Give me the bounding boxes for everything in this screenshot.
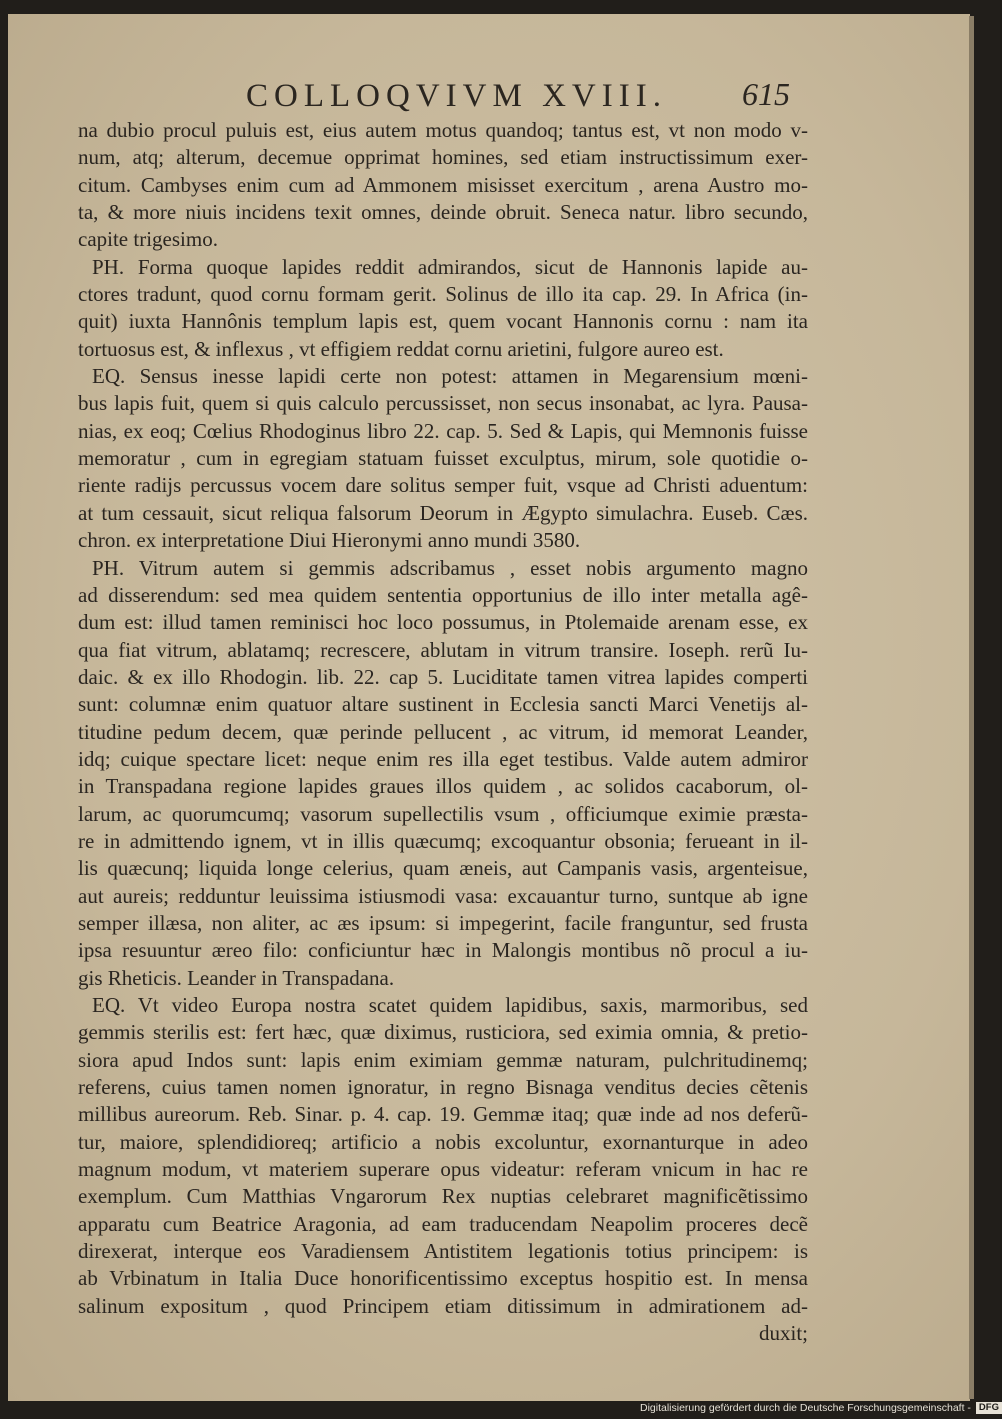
text-line: ta, & more niuis incidens texit omnes, deinde obruit. Seneca natur. libro secundo, — [78, 200, 808, 225]
text-line: capite trigesimo. — [78, 227, 218, 252]
running-head: COLLOQVIVM XVIII. — [246, 78, 667, 114]
text-line: re in admittendo ignem, vt in illis quæcumq; excoquantur obsonia; ferueant in il- — [78, 828, 808, 853]
text-line: bus lapis fuit, quem si quis calculo percussisset, non secus insonabat, ac lyra. Pausa- — [78, 391, 808, 416]
text-block — [78, 117, 808, 1347]
text-line: PH. Vitrum autem si gemmis adscribamus , esset nobis argumento magno — [92, 555, 808, 580]
text-line: lis quæcunq; liquida longe celerius, quam æneis, aut Campanis vasis, argenteisue, — [78, 856, 808, 881]
text-line: direxerat, interque eos Varadiensem Antistitem legationis totius principem: is — [78, 1239, 808, 1264]
text-line: larum, ac quorumcumq; vasorum supellectilis vsum , officiumque eximie præsta- — [78, 801, 808, 826]
text-line: quit) iuxta Hannônis templum lapis est, quem vocant Hannonis cornu : nam ita — [78, 309, 808, 334]
text-line: gis Rheticis. Leander in Transpadana. — [78, 965, 395, 990]
text-line: EQ. Vt video Europa nostra scatet quidem lapidibus, saxis, marmoribus, sed — [92, 993, 808, 1017]
text-line: qua fiat vitrum, ablatamq; recrescere, ablutam in vitrum transire. Ioseph. rerũ Iu- — [78, 637, 808, 662]
page-edge — [969, 16, 974, 1399]
text-line: na dubio procul puluis est, eius autem motus quandoq; tantus est, vt non modo v- — [78, 118, 808, 142]
text-line: ab Vrbinatum in Italia Duce honorificentissimo exceptus hospitio est. In mensa — [78, 1266, 808, 1291]
digitization-credit — [640, 1402, 999, 1418]
text-line: num, atq; alterum, decemue opprimat homines, sed etiam instructissimum exer- — [78, 145, 808, 170]
text-line: magnum modum, vt materiem superare opus videatur: referam vnicum in hac re — [78, 1157, 808, 1182]
credit-text: Digitalisierung gefördert durch die Deutsche Forschungsgemeinschaft - — [640, 1402, 971, 1414]
text-line: ipsa resuuntur æreo filo: conficiuntur hæc in Malongis montibus nõ procul a iu- — [78, 938, 808, 963]
text-line: semper illæsa, non aliter, ac æs ipsum: si impegerint, facile franguntur, sed frusta — [78, 910, 808, 935]
catchword: duxit; — [758, 1321, 808, 1346]
text-line: tur, maiore, splendidioreq; artificio a nobis excoluntur, exornanturque in adeo — [78, 1129, 808, 1154]
text-line: exemplum. Cum Matthias Vngarorum Rex nuptias celebraret magnificẽtissimo — [78, 1184, 808, 1209]
text-line: sunt: columnæ enim quatuor altare sustinent in Ecclesia sancti Marci Venetijs al- — [78, 692, 808, 717]
text-line: in Transpadana regione lapides graues illos quidem , ac solidos cacaborum, ol- — [78, 774, 808, 799]
text-line: apparatu cum Beatrice Aragonia, ad eam traducendam Neapolim proceres decẽ — [78, 1211, 808, 1236]
page-number: 615 — [742, 76, 790, 112]
text-line: citum. Cambyses enim cum ad Ammonem misisset exercitum , arena Austro mo- — [78, 172, 808, 197]
text-line: idq; cuique spectare licet: neque enim res illa eget testibus. Valde autem admiror — [78, 746, 808, 771]
text-line: ad disserendum: sed mea quidem sententia opportunius de illo inter metalla agê- — [78, 582, 808, 607]
text-line: PH. Forma quoque lapides reddit admirandos, sicut de Hannonis lapide au- — [92, 254, 808, 279]
text-line: chron. ex interpretatione Diui Hieronymi anno mundi 3580. — [78, 528, 581, 553]
text-line: memoratur , cum in egregiam statuam fuisset exculptus, mirum, sole quotidie o- — [78, 446, 808, 471]
text-line: EQ. Sensus inesse lapidi certe non potest: attamen in Megarensium mœni- — [92, 364, 808, 389]
text-line: nias, ex eoq; Cœlius Rhodoginus libro 22. cap. 5. Sed & Lapis, qui Memnonis fuisse — [78, 418, 808, 443]
text-line: gemmis sterilis est: fert hæc, quæ diximus, rusticiora, sed eximia omnia, & pretio- — [78, 1020, 808, 1045]
text-line: dum est: illud tamen reminisci hoc loco possumus, in Ptolemaide arenam esse, ex — [78, 610, 808, 635]
text-line: ctores tradunt, quod cornu formam gerit. Solinus de illo ita cap. 29. In Africa (in- — [78, 282, 808, 307]
text-line: salinum expositum , quod Principem etiam ditissimum in admirationem ad- — [78, 1293, 808, 1318]
text-line: at tum cessauit, sicut reliqua falsorum Deorum in Ægypto simulachra. Euseb. Cæs. — [78, 500, 808, 525]
text-line: tortuosus est, & inflexus , vt effigiem reddat cornu arietini, fulgore aureo est. — [78, 336, 724, 361]
text-line: siora apud Indos sunt: lapis enim eximiam gemmæ naturam, pulchritudinemq; — [78, 1047, 808, 1072]
text-line: millibus aureorum. Reb. Sinar. p. 4. cap. 19. Gemmæ itaq; quæ inde ad nos deferũ- — [78, 1102, 808, 1127]
text-line: titudine pedum decem, quæ perinde pellucent , ac vitrum, id memorat Leander, — [78, 719, 808, 744]
text-line: referens, cuius tamen nomen ignoratur, in regno Bisnaga venditus decies cẽtenis — [78, 1075, 808, 1100]
text-line: daic. & ex illo Rhodogin. lib. 22. cap 5. Luciditate tamen vitrea lapides comperti — [78, 664, 808, 689]
dfg-logo: DFG — [976, 1402, 1002, 1414]
text-line: riente radijs percussus vocem dare solitus semper fuit, vsque ad Christi aduentum: — [78, 473, 808, 498]
text-line: aut aureis; redduntur leuissima istiusmodi vasa: excauantur turno, suntque ab igne — [78, 883, 808, 908]
